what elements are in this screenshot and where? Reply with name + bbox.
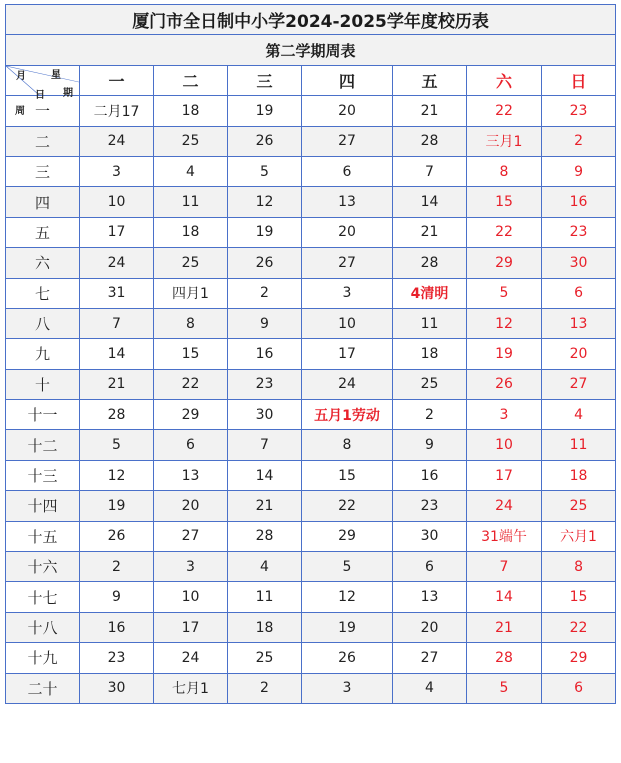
week-number-cell: 三 [6, 156, 80, 186]
week-number-cell: 八 [6, 308, 80, 338]
date-cell: 25 [154, 126, 228, 156]
week-number-cell: 四 [6, 187, 80, 217]
date-cell: 10 [80, 187, 154, 217]
date-cell: 13 [393, 582, 467, 612]
date-cell: 22 [467, 96, 542, 126]
date-cell: 25 [542, 491, 616, 521]
week-row [6, 248, 616, 278]
week-row [6, 187, 616, 217]
date-cell: 9 [542, 156, 616, 186]
date-cell: 15 [302, 460, 393, 490]
date-cell: 三月1 [467, 126, 542, 156]
week-number-cell: 六 [6, 248, 80, 278]
week-number-cell: 十七 [6, 582, 80, 612]
date-cell: 28 [393, 248, 467, 278]
date-cell: 24 [302, 369, 393, 399]
date-cell: 二月17 [80, 96, 154, 126]
date-cell: 19 [80, 491, 154, 521]
week-row [6, 96, 616, 126]
date-cell: 3 [80, 156, 154, 186]
date-cell: 12 [80, 460, 154, 490]
date-cell: 17 [302, 339, 393, 369]
weekday-header-1: 一 [80, 65, 154, 95]
date-cell: 27 [154, 521, 228, 551]
date-cell: 7 [467, 552, 542, 582]
date-cell: 12 [302, 582, 393, 612]
weekday-header-3: 三 [228, 65, 302, 95]
date-cell: 2 [393, 400, 467, 430]
date-cell: 18 [228, 612, 302, 642]
date-cell: 10 [154, 582, 228, 612]
date-cell: 21 [467, 612, 542, 642]
date-cell: 29 [542, 643, 616, 673]
date-cell: 22 [154, 369, 228, 399]
date-cell: 16 [393, 460, 467, 490]
date-cell: 24 [467, 491, 542, 521]
date-cell: 5 [467, 673, 542, 703]
week-number-cell: 五 [6, 217, 80, 247]
week-row [6, 369, 616, 399]
date-cell: 8 [302, 430, 393, 460]
week-row [6, 339, 616, 369]
date-cell: 16 [542, 187, 616, 217]
date-cell: 5 [302, 552, 393, 582]
date-cell: 9 [228, 308, 302, 338]
date-cell: 28 [467, 643, 542, 673]
date-cell: 3 [154, 552, 228, 582]
date-cell: 18 [393, 339, 467, 369]
calendar-table [5, 4, 616, 704]
date-cell: 26 [302, 643, 393, 673]
date-cell: 七月1 [154, 673, 228, 703]
date-cell: 8 [467, 156, 542, 186]
date-cell: 24 [80, 248, 154, 278]
week-number-cell: 十五 [6, 521, 80, 551]
weekday-header-2: 二 [154, 65, 228, 95]
date-cell: 25 [393, 369, 467, 399]
date-cell: 21 [80, 369, 154, 399]
week-number-cell: 十八 [6, 612, 80, 642]
date-cell: 22 [467, 217, 542, 247]
date-cell: 21 [393, 217, 467, 247]
date-cell: 31 [80, 278, 154, 308]
date-cell: 16 [228, 339, 302, 369]
date-cell: 18 [542, 460, 616, 490]
date-cell: 14 [467, 582, 542, 612]
date-cell: 18 [154, 96, 228, 126]
week-row [6, 156, 616, 186]
date-cell: 13 [302, 187, 393, 217]
week-row [6, 400, 616, 430]
week-row [6, 460, 616, 490]
date-cell: 10 [467, 430, 542, 460]
corner-label-qi: 期 [63, 87, 73, 99]
date-cell: 22 [302, 491, 393, 521]
week-number-cell: 七 [6, 278, 80, 308]
date-cell: 2 [542, 126, 616, 156]
date-cell: 13 [154, 460, 228, 490]
date-cell: 26 [228, 248, 302, 278]
date-cell: 2 [228, 673, 302, 703]
date-cell: 24 [80, 126, 154, 156]
date-cell: 27 [393, 643, 467, 673]
date-cell: 29 [467, 248, 542, 278]
date-cell: 2 [80, 552, 154, 582]
date-cell: 7 [80, 308, 154, 338]
week-number-cell: 二十 [6, 673, 80, 703]
date-cell: 22 [542, 612, 616, 642]
date-cell: 8 [542, 552, 616, 582]
week-number-cell: 十四 [6, 491, 80, 521]
week-number-cell: 一 [6, 96, 80, 126]
date-cell: 15 [467, 187, 542, 217]
date-cell: 23 [542, 217, 616, 247]
date-cell: 20 [154, 491, 228, 521]
date-cell: 23 [228, 369, 302, 399]
date-cell: 14 [393, 187, 467, 217]
date-cell: 5 [228, 156, 302, 186]
date-cell: 19 [228, 217, 302, 247]
date-cell: 23 [542, 96, 616, 126]
week-row [6, 491, 616, 521]
date-cell: 20 [302, 217, 393, 247]
date-cell: 26 [80, 521, 154, 551]
date-cell: 12 [228, 187, 302, 217]
date-cell: 4 [154, 156, 228, 186]
corner-label-month: 月 [16, 70, 26, 82]
date-cell: 3 [302, 673, 393, 703]
date-cell: 31端午 [467, 521, 542, 551]
date-cell: 11 [228, 582, 302, 612]
date-cell: 15 [542, 582, 616, 612]
date-cell: 28 [80, 400, 154, 430]
date-cell: 27 [302, 248, 393, 278]
weekday-header-7: 日 [542, 65, 616, 95]
date-cell: 20 [302, 96, 393, 126]
date-cell: 21 [228, 491, 302, 521]
date-cell: 6 [302, 156, 393, 186]
week-number-cell: 十六 [6, 552, 80, 582]
date-cell: 30 [228, 400, 302, 430]
week-number-cell: 十二 [6, 430, 80, 460]
date-cell: 10 [302, 308, 393, 338]
date-cell: 20 [542, 339, 616, 369]
date-cell: 17 [80, 217, 154, 247]
week-row [6, 278, 616, 308]
date-cell: 30 [542, 248, 616, 278]
date-cell: 29 [154, 400, 228, 430]
date-cell: 3 [467, 400, 542, 430]
date-cell: 17 [467, 460, 542, 490]
week-row [6, 582, 616, 612]
date-cell: 25 [228, 643, 302, 673]
date-cell: 19 [228, 96, 302, 126]
date-cell: 四月1 [154, 278, 228, 308]
date-cell: 14 [228, 460, 302, 490]
week-number-cell: 十 [6, 369, 80, 399]
date-cell: 9 [80, 582, 154, 612]
corner-label-zhou: 周 [15, 105, 25, 117]
date-cell: 六月1 [542, 521, 616, 551]
date-cell: 6 [393, 552, 467, 582]
semester-subtitle: 第二学期周表 [6, 35, 616, 65]
date-cell: 16 [80, 612, 154, 642]
date-cell: 25 [154, 248, 228, 278]
date-cell: 9 [393, 430, 467, 460]
week-number-cell: 二 [6, 126, 80, 156]
date-cell: 4 [542, 400, 616, 430]
weekday-header-5: 五 [393, 65, 467, 95]
date-cell: 27 [302, 126, 393, 156]
date-cell: 21 [393, 96, 467, 126]
date-cell: 19 [302, 612, 393, 642]
date-cell: 4 [393, 673, 467, 703]
date-cell: 29 [302, 521, 393, 551]
date-cell: 11 [393, 308, 467, 338]
date-cell: 30 [393, 521, 467, 551]
header-corner-cell [6, 65, 80, 117]
date-cell: 2 [228, 278, 302, 308]
week-row [6, 673, 616, 703]
date-cell: 14 [80, 339, 154, 369]
date-cell: 7 [393, 156, 467, 186]
date-cell: 28 [228, 521, 302, 551]
date-cell: 23 [393, 491, 467, 521]
date-cell: 20 [393, 612, 467, 642]
date-cell: 6 [154, 430, 228, 460]
page-title: 厦门市全日制中小学2024-2025学年度校历表 [6, 5, 616, 35]
date-cell: 5 [80, 430, 154, 460]
week-number-cell: 十九 [6, 643, 80, 673]
week-row [6, 430, 616, 460]
date-cell: 26 [467, 369, 542, 399]
date-cell: 24 [154, 643, 228, 673]
week-number-cell: 九 [6, 339, 80, 369]
corner-label-ri: 日 [35, 89, 45, 101]
week-row [6, 552, 616, 582]
date-cell: 11 [154, 187, 228, 217]
date-cell: 3 [302, 278, 393, 308]
date-cell: 30 [80, 673, 154, 703]
date-cell: 7 [228, 430, 302, 460]
date-cell: 五月1劳动 [302, 400, 393, 430]
date-cell: 6 [542, 278, 616, 308]
corner-label-xing: 星 [51, 69, 61, 81]
date-cell: 27 [542, 369, 616, 399]
week-row [6, 612, 616, 642]
date-cell: 17 [154, 612, 228, 642]
date-cell: 4清明 [393, 278, 467, 308]
date-cell: 11 [542, 430, 616, 460]
week-row [6, 308, 616, 338]
weekday-header-6: 六 [467, 65, 542, 95]
date-cell: 28 [393, 126, 467, 156]
weekday-header-4: 四 [302, 65, 393, 95]
date-cell: 5 [467, 278, 542, 308]
date-cell: 15 [154, 339, 228, 369]
week-number-cell: 十三 [6, 460, 80, 490]
week-row [6, 217, 616, 247]
week-number-cell: 十一 [6, 400, 80, 430]
date-cell: 8 [154, 308, 228, 338]
date-cell: 12 [467, 308, 542, 338]
date-cell: 13 [542, 308, 616, 338]
week-row [6, 521, 616, 551]
week-row [6, 643, 616, 673]
date-cell: 4 [228, 552, 302, 582]
date-cell: 6 [542, 673, 616, 703]
date-cell: 19 [467, 339, 542, 369]
week-row [6, 126, 616, 156]
date-cell: 23 [80, 643, 154, 673]
date-cell: 18 [154, 217, 228, 247]
date-cell: 26 [228, 126, 302, 156]
